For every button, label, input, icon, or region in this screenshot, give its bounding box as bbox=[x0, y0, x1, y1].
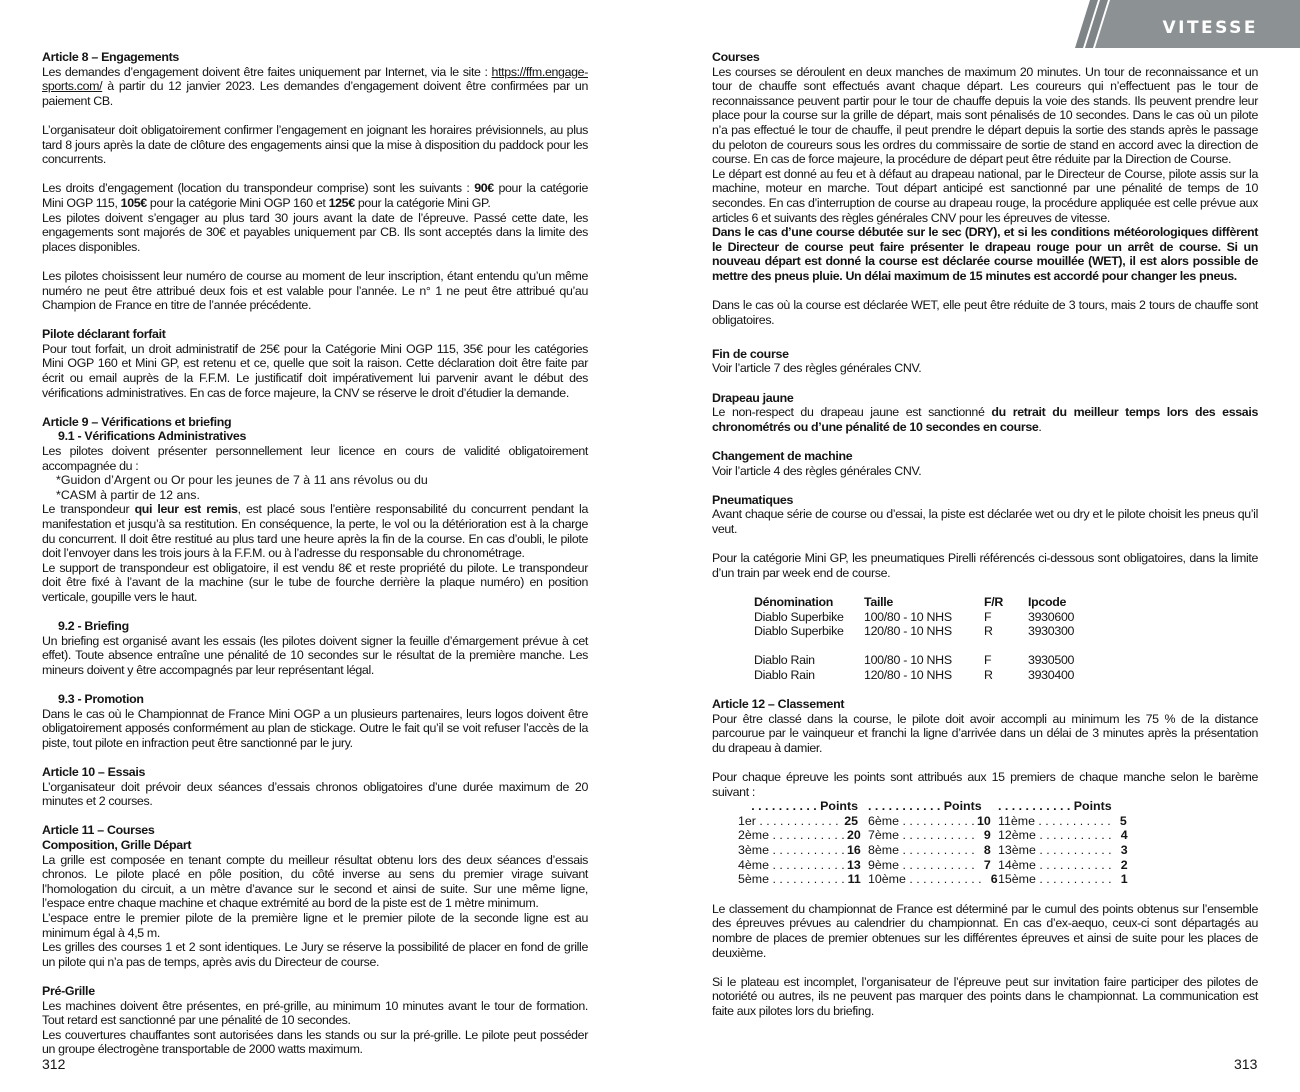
section-title: VITESSE bbox=[1162, 18, 1258, 38]
points-row bbox=[998, 813, 1127, 829]
points-rank: 11ème . . . . . . . . . . . bbox=[998, 813, 1111, 828]
points-column bbox=[868, 799, 998, 887]
article-12-title: Article 12 – Classement bbox=[712, 697, 845, 712]
points-rank: 12ème . . . . . . . . . . . bbox=[998, 828, 1112, 843]
points-rank: 14ème . . . . . . . . . . . bbox=[998, 857, 1112, 872]
table-cell: Diablo Superbike bbox=[754, 624, 844, 639]
courses-paragraph: Le départ est donné au feu et à défaut au drapeau national, par le Directeur de Course, pilote assis sur la machine, moteur en marche. Tout départ anticipé est sanctionné par une pénalité de temps de 10 secondes. En cas d’interruption de course au drapeau rouge, la procédure appliquée est celle prévue aux articles 6 et suivants des règles générales CNV pour les épreuves de vitesse. bbox=[712, 166, 1258, 225]
points-value: 2 bbox=[1120, 857, 1128, 872]
points-rank: 9ème . . . . . . . . . . . bbox=[868, 857, 975, 872]
article-11-subtitle: Composition, Grille Départ bbox=[42, 838, 192, 853]
points-value: 9 bbox=[983, 828, 991, 843]
points-column bbox=[998, 799, 1128, 887]
table-cell: 3930600 bbox=[1028, 609, 1075, 624]
table-cell: Diablo Rain bbox=[754, 667, 815, 682]
changement-machine-paragraph: Voir l’article 4 des règles générales CNV. bbox=[712, 463, 922, 478]
points-rank: 8ème . . . . . . . . . . . bbox=[868, 843, 975, 858]
pre-grille-title: Pré-Grille bbox=[42, 984, 95, 998]
table-row bbox=[754, 610, 1108, 625]
points-row bbox=[998, 828, 1128, 843]
points-row bbox=[868, 857, 991, 873]
points-rank: 6ème . . . . . . . . . . . bbox=[868, 813, 975, 828]
right-page bbox=[712, 50, 1258, 1019]
article-12-paragraph: Si le plateau est incomplet, l’organisateur de l’épreuve peut sur invitation faire participer des pilotes de notoriété ou autres, ils ne peuvent pas marquer des points dans le championnat. La communication est faite aux pilotes lors du briefing. bbox=[712, 974, 1258, 1019]
article-8-fees: Les droits d’engagement (location du transpondeur comprise) sont les suivants : 90€ pour la catégorie Mini OGP 115, 105€ pour la catégorie Mini OGP 160 et 125€ pour la catégorie Mini GP. bbox=[42, 181, 588, 210]
points-row bbox=[738, 872, 861, 887]
article-9-3-title: 9.3 - Promotion bbox=[58, 692, 144, 707]
points-rank: 5ème . . . . . . . . . . . bbox=[738, 872, 845, 887]
fin-de-course-paragraph: Voir l’article 7 des règles générales CNV. bbox=[712, 361, 922, 376]
table-row bbox=[754, 624, 1108, 639]
table-cell: Diablo Rain bbox=[754, 653, 815, 668]
page-number-left: 312 bbox=[42, 1056, 66, 1072]
points-rank: 4ème . . . . . . . . . . . bbox=[738, 857, 845, 872]
pneumatiques-paragraph: Avant chaque série de course ou d’essai, la piste est déclarée wet ou dry et le pilote choisit les pneus qu’il veut. bbox=[712, 507, 1258, 536]
tyre-table bbox=[754, 595, 1108, 683]
article-8-paragraph: L’organisateur doit obligatoirement confirmer l’engagement en joignant les horaires prévisionnels, au plus tard 8 jours après la date de clôture des engagements ainsi que la mise à disposition du paddock pour les concurrents. bbox=[42, 122, 588, 167]
left-page bbox=[42, 50, 588, 1057]
points-row bbox=[868, 813, 991, 829]
table-row bbox=[754, 653, 1108, 668]
article-10-paragraph: L’organisateur doit prévoir deux séances d’essais chronos obligatoires d’une durée maximum de 20 minutes et 2 courses. bbox=[42, 779, 588, 809]
table-cell: 120/80 - 10 NHS bbox=[864, 667, 952, 682]
forfait-title: Pilote déclarant forfait bbox=[42, 327, 166, 342]
changement-machine-title: Changement de machine bbox=[712, 449, 853, 464]
points-rank: 7ème . . . . . . . . . . . bbox=[868, 828, 975, 843]
article-8-paragraph: Les pilotes doivent s’engager au plus tard 30 jours avant la date de l’épreuve. Passé cette date, les engagements sont majorés de 30€ et payables uniquement par CB. Ils sont acceptés dans la limite des places disponibles. bbox=[42, 210, 588, 254]
points-rank: 3ème . . . . . . . . . . . bbox=[738, 843, 845, 858]
points-row bbox=[868, 843, 991, 858]
drapeau-jaune-title: Drapeau jaune bbox=[712, 390, 794, 405]
table-cell: R bbox=[984, 667, 993, 682]
table-row bbox=[754, 668, 1108, 683]
list-item: *Guidon d’Argent ou Or pour les jeunes de 7 à 11 ans révolus ou du bbox=[56, 473, 428, 488]
courses-title: Courses bbox=[712, 50, 760, 64]
points-row bbox=[738, 843, 861, 858]
points-column bbox=[738, 799, 861, 887]
article-12-paragraph: Pour chaque épreuve les points sont attribués aux 15 premiers de chaque manche selon le barème suivant : bbox=[712, 770, 1258, 799]
article-8-paragraph: Les demandes d’engagement doivent être faites uniquement par Internet, via le site : https://ffm.engage-sports.com/ à partir du 12 janvier 2023. Les demandes d’engagement doivent être confirmées par un paiement CB. bbox=[42, 64, 588, 108]
points-scale bbox=[712, 799, 1258, 887]
article-9-1-paragraph: Le support de transpondeur est obligatoire, il est vendu 8€ et reste propriété du pilote. Le transpondeur doit être fixé à l’avant de la machine (sur le tube de fourche derrière la plaque numéro) en position verticale, goupille vers le haut. bbox=[42, 560, 588, 604]
points-rank: 2ème . . . . . . . . . . . bbox=[738, 828, 845, 843]
article-12-paragraph: Pour être classé dans la course, le pilote doit avoir accompli au minimum les 75 % de la distance parcourue par le vainqueur et franchi la ligne d’arrivée dans un délai de 3 minutes après la présentation du drapeau à damier. bbox=[712, 711, 1258, 755]
points-value: 5 bbox=[1119, 813, 1127, 828]
article-9-3-paragraph: Dans le cas où le Championnat de France Mini OGP a un plusieurs partenaires, leurs logos doivent être obligatoirement apposés conformément au plan de stickage. Outre le fait qu’il se voit refuser l’accès de la piste, tout pilote en infraction peut être sanctionné par le jury. bbox=[42, 706, 588, 750]
points-row bbox=[738, 857, 861, 873]
table-cell: Diablo Superbike bbox=[754, 609, 844, 624]
points-value: 6 bbox=[990, 872, 998, 887]
article-8-paragraph: Les pilotes choisissent leur numéro de course au moment de leur inscription, étant entendu qu’un même numéro ne peut être attribué deux fois et est valable pour l’année. Le n° 1 ne peut être attribué qu’au Champion de France en titre de l’année précédente. bbox=[42, 268, 588, 313]
article-12-paragraph: Le classement du championnat de France est déterminé par le cumul des points obtenus sur l’ensemble des épreuves prévues au calendrier du championnat. En cas d’ex-aequo, ceux-ci sont départagés au nombre de places de premier obtenues sur les différentes épreuves et ainsi de suite pour les places de deuxième. bbox=[712, 901, 1258, 960]
points-value: 20 bbox=[846, 828, 861, 843]
article-9-title: Article 9 – Vérifications et briefing bbox=[42, 414, 232, 429]
points-header: . . . . . . . . . . . Points bbox=[868, 799, 982, 814]
points-header: . . . . . . . . . . Points bbox=[751, 799, 858, 814]
table-cell: 3930400 bbox=[1028, 667, 1075, 682]
table-cell: F bbox=[984, 609, 992, 624]
points-value: 13 bbox=[846, 857, 861, 872]
courses-paragraph: Dans le cas où la course est déclarée WET, elle peut être réduite de 3 tours, mais 2 tours de chauffe sont obligatoires. bbox=[712, 298, 1258, 327]
pneumatiques-paragraph: Pour la catégorie Mini GP, les pneumatiques Pirelli référencés ci-dessous sont obligatoires, dans la limite d’un train par week end de course. bbox=[712, 551, 1258, 580]
article-11-title: Article 11 – Courses bbox=[42, 823, 155, 838]
points-row bbox=[998, 843, 1128, 858]
points-rank: 10ème . . . . . . . . . . . bbox=[868, 872, 982, 887]
article-10-title: Article 10 – Essais bbox=[42, 765, 146, 780]
forfait-paragraph: Pour tout forfait, un droit administratif de 25€ pour la Catégorie Mini OGP 115, 35€ pour les catégories Mini OGP 160 et Mini GP, est retenu et ce, quelle que soit la raison. Cette déclaration doit être faite par écrit ou email auprès de la F.F.M. Le justificatif doit impérativement lui parvenir avant le début des vérifications administratives. En cas de force majeure, la CNV se réserve le droit d’étudier la demande. bbox=[42, 341, 588, 400]
article-9-2-paragraph: Un briefing est organisé avant les essais (les pilotes doivent signer la feuille d’émargement prévue à cet effet). Toute absence entraîne une pénalité de 10 secondes sur le résultat de la première manche. Les mineurs doivent y être accompagnés par leur représentant légal. bbox=[42, 633, 588, 677]
drapeau-jaune-paragraph: Le non-respect du drapeau jaune est sanctionné du retrait du meilleur temps lors des essais chronométrés ou d’une pénalité de 10 secondes en course. bbox=[712, 405, 1258, 434]
list-item: *CASM à partir de 12 ans. bbox=[56, 487, 200, 502]
article-9-1-paragraph: Les pilotes doivent présenter personnellement leur licence en cours de validité obligatoirement accompagnée du : bbox=[42, 444, 588, 473]
pneumatiques-title: Pneumatiques bbox=[712, 492, 794, 507]
column-header: Ipcode bbox=[1028, 594, 1067, 609]
table-cell: R bbox=[984, 624, 993, 639]
points-value: 16 bbox=[846, 843, 861, 858]
engagement-link[interactable]: https://ffm.engage-sports.com/ bbox=[42, 64, 588, 94]
page-number-right: 313 bbox=[1234, 1056, 1258, 1072]
points-row bbox=[998, 872, 1128, 887]
article-11-paragraph: Les grilles des courses 1 et 2 sont identiques. Le Jury se réserve la possibilité de placer en fond de grille un pilote qui n’a pas de temps, après avis du Directeur de course. bbox=[42, 940, 588, 969]
section-header-band bbox=[1070, 0, 1300, 48]
points-row bbox=[738, 814, 858, 829]
column-header: F/R bbox=[984, 594, 1004, 609]
table-cell: 100/80 - 10 NHS bbox=[864, 609, 952, 624]
points-header: . . . . . . . . . . . Points bbox=[998, 799, 1112, 814]
table-cell: 100/80 - 10 NHS bbox=[864, 653, 952, 668]
table-spacer-row bbox=[754, 639, 1108, 654]
points-value: 10 bbox=[976, 813, 991, 828]
article-9-2-title: 9.2 - Briefing bbox=[58, 619, 129, 634]
points-row bbox=[868, 828, 991, 843]
points-rank: 13ème . . . . . . . . . . . bbox=[998, 843, 1112, 858]
table-cell: 120/80 - 10 NHS bbox=[864, 624, 952, 639]
article-9-1-title: 9.1 - Vérifications Administratives bbox=[58, 429, 247, 444]
fin-de-course-title: Fin de course bbox=[712, 346, 789, 361]
points-value: 25 bbox=[844, 813, 858, 828]
pre-grille-paragraph: Les machines doivent être présentes, en pré-grille, au minimum 10 minutes avant le tour de formation. Tout retard est sanctionné par une pénalité de 10 secondes. bbox=[42, 998, 588, 1028]
table-cell: 3930300 bbox=[1028, 624, 1075, 639]
points-rank: 1er . . . . . . . . . . . . bbox=[738, 813, 839, 828]
article-9-1-transponder: Le transpondeur qui leur est remis, est placé sous l’entière responsabilité du concurrent pendant la manifestation et jusqu’à sa restitution. En conséquence, la perte, le vol ou la détérioration est à la charge du concurrent. Il doit être restitué au plus tard une heure après la fin de la course. En cas d’oubli, le pilote doit l’envoyer dans les trois jours à la F.F.M. ou à l’adresse du responsable du chronométrage. bbox=[42, 502, 588, 561]
pre-grille-paragraph: Les couvertures chauffantes sont autorisées dans les stands ou sur la pré-grille. Le pilote peut posséder un groupe électrogène transportable de 2000 watts maximum. bbox=[42, 1027, 588, 1057]
points-value: 7 bbox=[983, 857, 991, 872]
points-row bbox=[998, 857, 1128, 873]
points-value: 8 bbox=[983, 843, 991, 858]
column-header: Taille bbox=[864, 594, 893, 609]
courses-wet-rule: Dans le cas d’une course débutée sur le sec (DRY), et si les conditions météorologiques diffèrent le Directeur de course peut faire présenter le drapeau rouge pour un arrêt de course. Si un nouveau départ est donné la course est déclarée course mouillée (WET), il est alors possible de mettre des pneus pluie. Un délai maximum de 15 minutes est accordé pour changer les pneus. bbox=[712, 225, 1258, 283]
points-row bbox=[868, 872, 998, 887]
table-cell: 3930500 bbox=[1028, 653, 1075, 668]
article-11-paragraph: L’espace entre le premier pilote de la première ligne et le premier pilote de la seconde ligne est au minimum égal à 4,5 m. bbox=[42, 911, 588, 940]
points-row bbox=[738, 828, 861, 843]
article-8-title: Article 8 – Engagements bbox=[42, 50, 180, 64]
table-header-row bbox=[754, 595, 1108, 610]
points-value: 1 bbox=[1120, 872, 1128, 887]
points-value: 11 bbox=[847, 872, 861, 887]
column-header: Dénomination bbox=[754, 594, 834, 609]
points-value: 3 bbox=[1120, 843, 1128, 858]
points-rank: 15ème . . . . . . . . . . . bbox=[998, 872, 1112, 887]
article-11-paragraph: La grille est composée en tenant compte du meilleur résultat obtenu lors des deux séances d’essais chronos. Le pilote placé en pôle position, du côté inverse au sens du premier virage suivant l’homologation du circuit, a un mètre d’avance sur le second et ainsi de suite. Sur une même ligne, l’espace entre chaque machine et chaque extrémité au bord de la piste est de 1 mètre minimum. bbox=[42, 852, 588, 911]
courses-paragraph: Les courses se déroulent en deux manches de maximum 20 minutes. Un tour de reconnaissance et un tour de chauffe sont effectués avant chaque départ. Les coureurs qui n’effectuent pas le tour de reconnaissance peuvent partir pour le tour de chauffe depuis la voie des stands. Ils peuvent prendre leur place pour la course sur la grille de départ, mais sont pénalisés de 10 secondes. Dans le cas où un pilote n’a pas effectué le tour de chauffe, il peut prendre le départ depuis la sortie des stands après le passage du peloton de coureurs sous les ordres du commissaire de sortie de stand en accord avec la direction de course. En cas de force majeure, la procédure de départ peut être réduite par la Direction de Course. bbox=[712, 64, 1258, 167]
table-cell: F bbox=[984, 653, 992, 668]
points-value: 4 bbox=[1120, 828, 1128, 843]
